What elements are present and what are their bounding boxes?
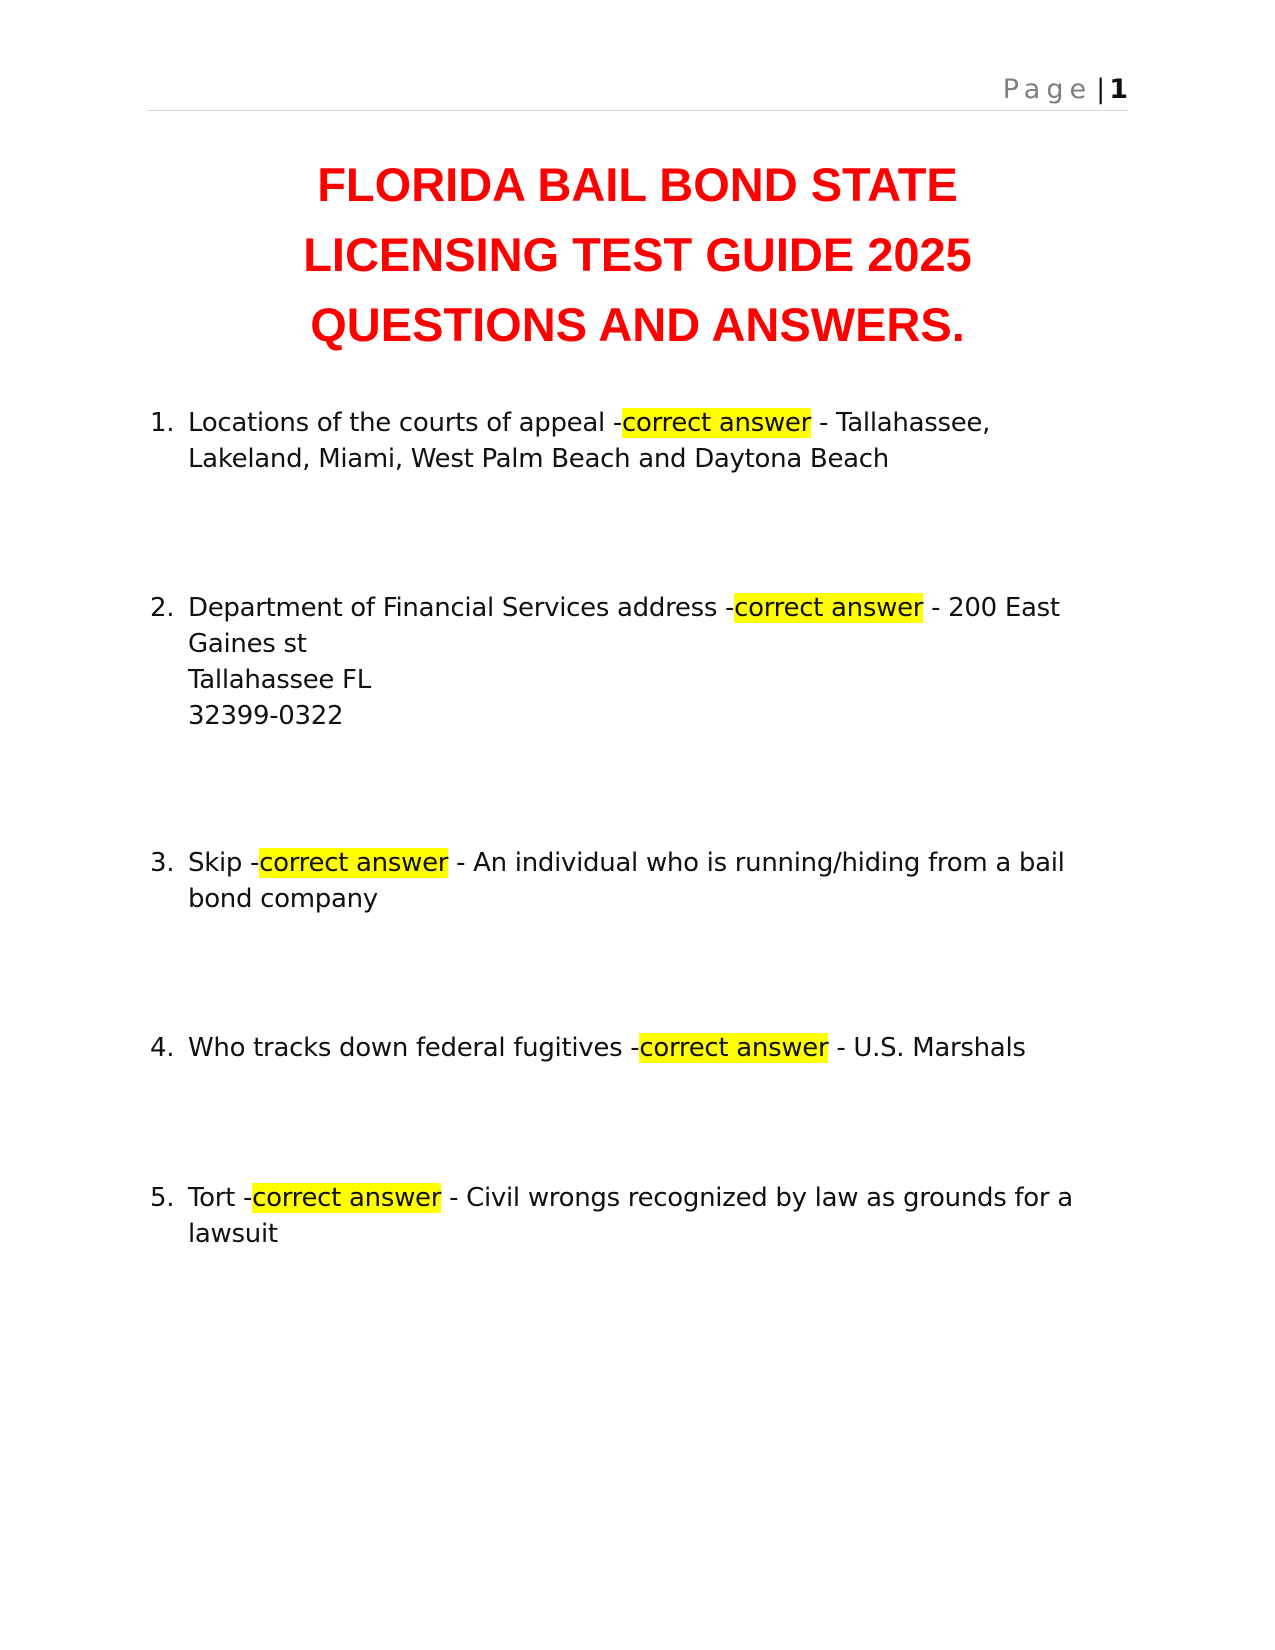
answer-line: bond company bbox=[188, 884, 378, 914]
page-separator: | bbox=[1096, 74, 1106, 105]
answer-line: Gaines st bbox=[188, 629, 307, 659]
question-line bbox=[188, 1030, 1100, 1066]
answer-text: - An individual who is running/hiding from a bail bbox=[448, 848, 1065, 878]
question-body bbox=[188, 405, 1100, 477]
question-line bbox=[188, 590, 1100, 626]
page-number: 1 bbox=[1109, 74, 1128, 105]
question-body bbox=[188, 1030, 1100, 1066]
question-item bbox=[150, 590, 1100, 734]
question-line bbox=[188, 845, 1100, 881]
answer-text: - Tallahassee, bbox=[811, 408, 991, 438]
question-item bbox=[150, 1030, 1100, 1066]
correct-answer-marker: correct answer bbox=[252, 1183, 442, 1213]
question-number: 2. bbox=[150, 593, 175, 623]
question-text: Locations of the courts of appeal - bbox=[188, 408, 622, 438]
question-text: Skip - bbox=[188, 848, 260, 878]
answer-line: lawsuit bbox=[188, 1219, 278, 1249]
question-item bbox=[150, 1180, 1100, 1252]
title-line: FLORIDA BAIL BOND STATE bbox=[317, 158, 958, 211]
question-text: Tort - bbox=[188, 1183, 253, 1213]
correct-answer-marker: correct answer bbox=[639, 1033, 829, 1063]
question-item bbox=[150, 845, 1100, 917]
answer-line: Tallahassee FL bbox=[188, 665, 371, 695]
correct-answer-marker: correct answer bbox=[259, 848, 449, 878]
answer-line: Lakeland, Miami, West Palm Beach and Daytona Beach bbox=[188, 444, 889, 474]
page-word: Page bbox=[1002, 74, 1093, 105]
question-number: 5. bbox=[150, 1183, 175, 1213]
question-text: Department of Financial Services address - bbox=[188, 593, 735, 623]
title-line: QUESTIONS AND ANSWERS. bbox=[310, 298, 965, 351]
question-number: 1. bbox=[150, 408, 175, 438]
question-body bbox=[188, 845, 1100, 917]
correct-answer-marker: correct answer bbox=[734, 593, 924, 623]
question-line bbox=[188, 1180, 1100, 1216]
title-line: LICENSING TEST GUIDE 2025 bbox=[303, 228, 972, 281]
question-body bbox=[188, 590, 1100, 734]
answer-text: - U.S. Marshals bbox=[828, 1033, 1026, 1063]
question-body bbox=[188, 1180, 1100, 1252]
question-number: 4. bbox=[150, 1033, 175, 1063]
answer-line: 32399-0322 bbox=[188, 701, 344, 731]
question-text: Who tracks down federal fugitives - bbox=[188, 1033, 640, 1063]
question-line bbox=[188, 405, 1100, 441]
correct-answer-marker: correct answer bbox=[621, 408, 811, 438]
answer-text: - Civil wrongs recognized by law as grounds for a bbox=[441, 1183, 1073, 1213]
question-item bbox=[150, 405, 1100, 477]
answer-text: - 200 East bbox=[923, 593, 1060, 623]
question-number: 3. bbox=[150, 848, 175, 878]
